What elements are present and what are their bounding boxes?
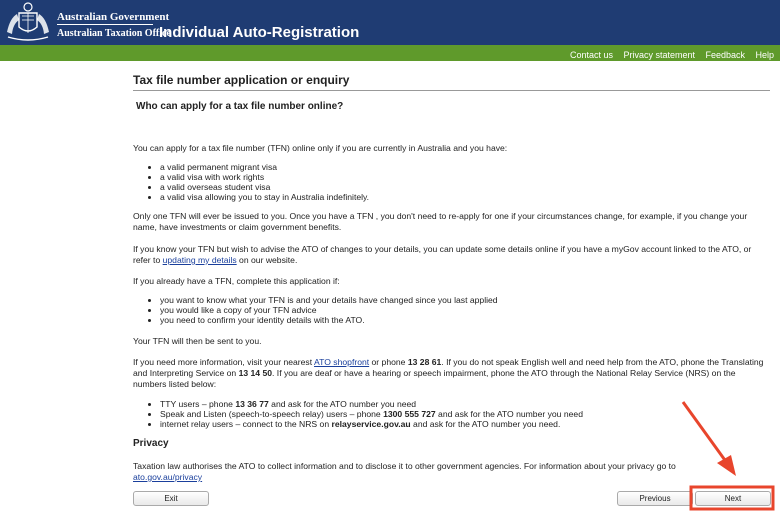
more-info-text xyxy=(133,357,770,390)
know-tfn-text xyxy=(133,244,770,266)
list-item: • a valid permanent migrant visa xyxy=(160,162,369,172)
list-item: • you would like a copy of your TFN advice xyxy=(160,305,498,315)
more-info-part: . If you do not speak English well and need help from the ATO, phone the Translating and Interpreting Service on xyxy=(133,357,764,378)
next-button[interactable]: Next xyxy=(695,491,771,506)
section-heading: Who can apply for a tax file number online? xyxy=(136,101,344,112)
intro-text: You can apply for a tax file number (TFN) online only if you are currently in Australia and you have: xyxy=(133,143,508,153)
nrs-text: and ask for the ATO number you need. xyxy=(410,419,561,429)
list-item: • a valid visa allowing you to stay in Australia indefinitely. xyxy=(160,192,369,202)
eligibility-list xyxy=(146,162,369,202)
nrs-list xyxy=(146,399,583,429)
nrs-text: internet relay users – connect to the NRS on xyxy=(160,419,332,429)
more-info-part: If you need more information, visit your nearest xyxy=(133,357,315,367)
relay-service-site: relayservice.gov.au xyxy=(331,419,411,429)
list-item xyxy=(160,409,583,419)
already-have-text: If you already have a TFN, complete this application if: xyxy=(133,276,340,286)
nrs-text: and ask for the ATO number you need xyxy=(435,409,583,419)
list-item: • a valid visa with work rights xyxy=(160,172,369,182)
nrs-text: and ask for the ATO number you need xyxy=(268,399,417,409)
privacy-text xyxy=(133,461,723,483)
list-item xyxy=(160,399,583,409)
privacy-link[interactable]: ato.gov.au/privacy xyxy=(133,472,203,482)
already-have-list xyxy=(146,295,498,325)
more-info-part: or phone xyxy=(369,357,408,367)
tty-number: 13 36 77 xyxy=(235,399,269,409)
ato-shopfront-link[interactable]: ATO shopfront xyxy=(314,357,370,367)
government-name: Australian Government xyxy=(57,11,170,23)
site-header xyxy=(0,0,780,45)
privacy-body: Taxation law authorises the ATO to collect information and to disclose it to other government agencies. For information about your privacy go to xyxy=(133,461,676,471)
app-title: Individual Auto-Registration xyxy=(159,24,360,41)
list-item: • you want to know what your TFN is and your details have changed since you last applied xyxy=(160,295,498,305)
annotation-arrow-line xyxy=(683,402,727,463)
list-item: • you need to confirm your identity details with the ATO. xyxy=(160,315,498,325)
previous-button[interactable]: Previous xyxy=(617,491,693,506)
title-divider xyxy=(133,90,770,91)
nrs-text: TTY users – phone xyxy=(160,399,236,409)
one-tfn-text: Only one TFN will ever be issued to you. Once you have a TFN , you don't need to re-apply for one if your circumstances change, for example, if you change your name, have investments or claim government benefits. xyxy=(133,211,748,232)
nrs-text: Speak and Listen (speech-to-speech relay) users – phone xyxy=(160,409,384,419)
nav-feedback[interactable]: Feedback xyxy=(705,50,746,60)
speak-listen-number: 1300 555 727 xyxy=(383,409,436,419)
coat-of-arms-icon xyxy=(4,2,52,42)
list-item: • a valid overseas student visa xyxy=(160,182,369,192)
top-nav xyxy=(0,45,780,61)
nav-contact-us[interactable]: Contact us xyxy=(570,50,614,60)
know-tfn-text-end: on our website. xyxy=(236,255,298,265)
ato-phone-number: 13 28 61 xyxy=(407,357,442,367)
nav-help[interactable]: Help xyxy=(755,50,774,60)
header-divider xyxy=(57,24,153,25)
agency-name: Australian Taxation Office xyxy=(57,28,171,39)
privacy-heading: Privacy xyxy=(133,438,169,449)
tfn-sent-text: Your TFN will then be sent to you. xyxy=(133,336,262,346)
tis-phone-number: 13 14 50 xyxy=(238,368,273,378)
updating-my-details-link[interactable]: updating my details xyxy=(162,255,237,265)
more-info-part: . If you are deaf or have a hearing or speech impairment, phone the ATO through the National Relay Service (NRS) on the numbers listed below: xyxy=(133,368,736,389)
know-tfn-text-start: If you know your TFN but wish to advise the ATO of changes to your details, you can update some details online if you have a myGov account linked to the ATO, or refer to xyxy=(133,244,752,265)
exit-button[interactable]: Exit xyxy=(133,491,209,506)
list-item xyxy=(160,419,583,429)
page-title: Tax file number application or enquiry xyxy=(133,73,350,87)
nav-privacy-statement[interactable]: Privacy statement xyxy=(623,50,696,60)
